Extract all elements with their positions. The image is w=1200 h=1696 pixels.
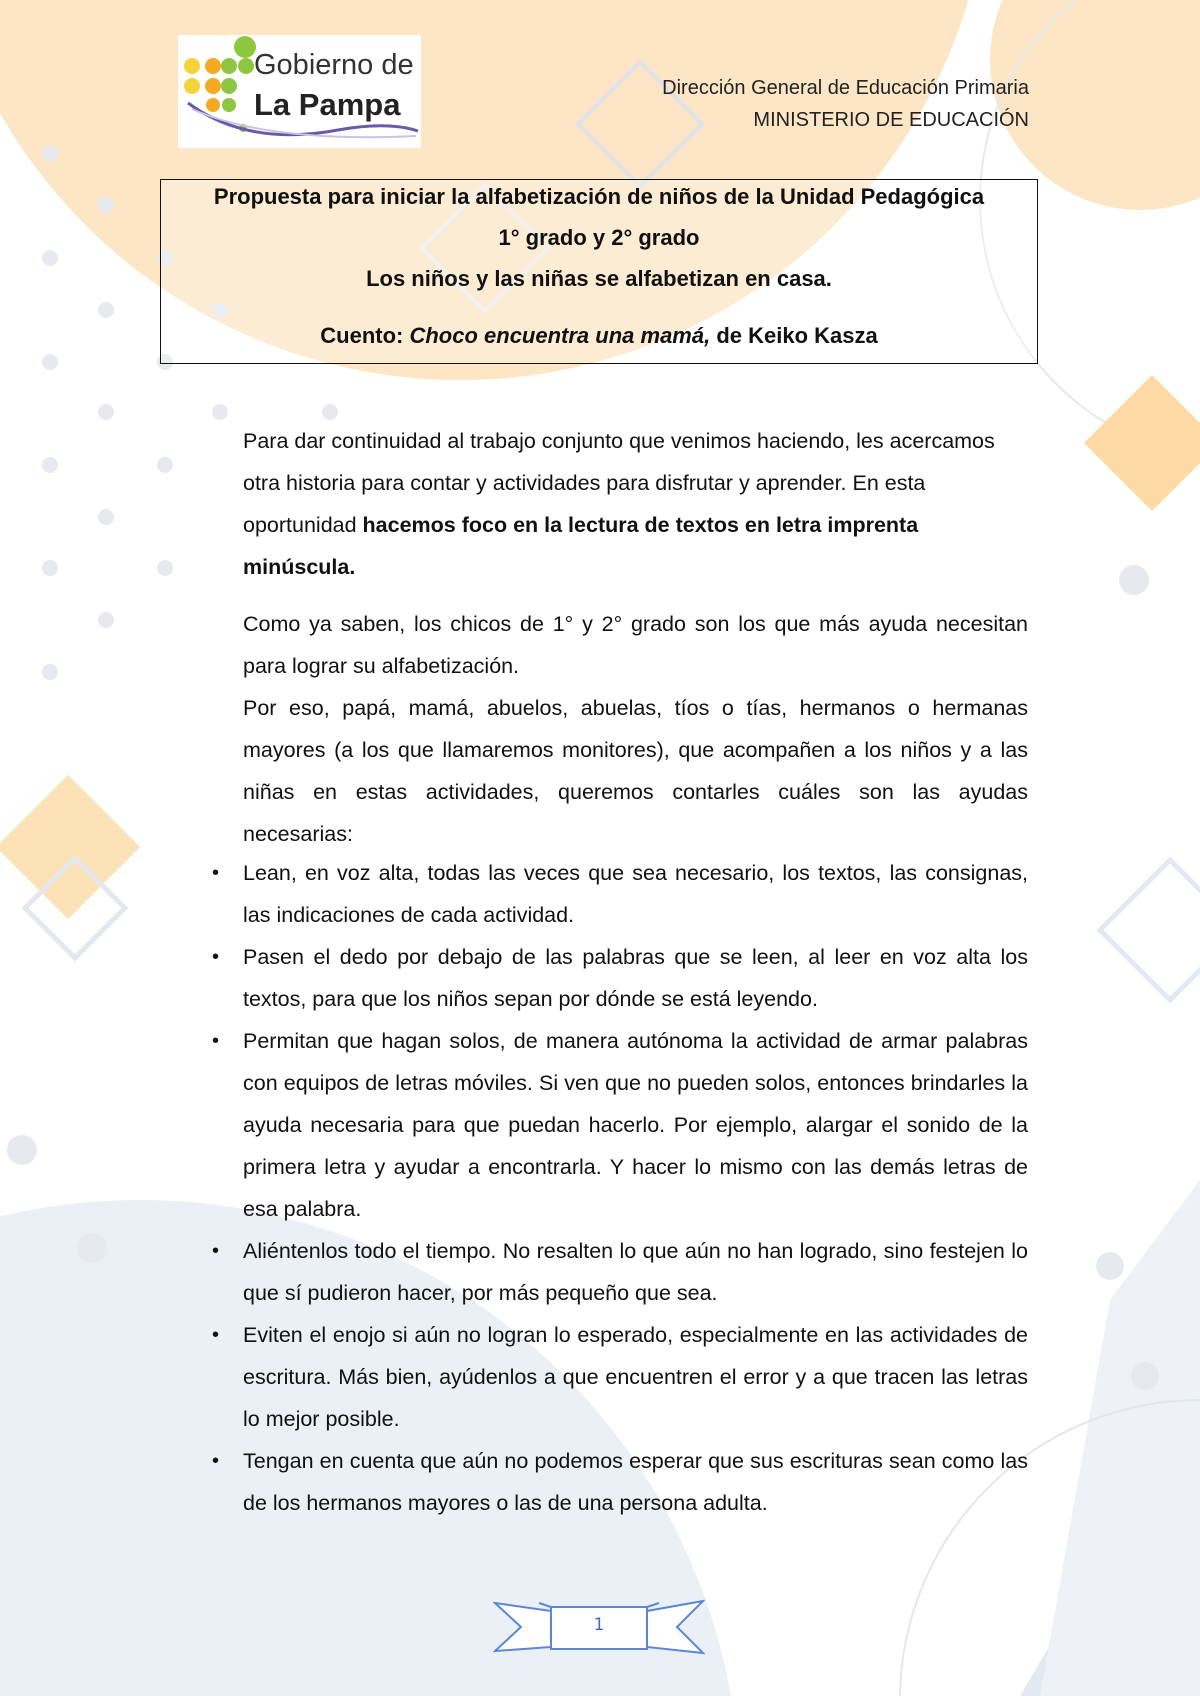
list-item: • Tengan en cuenta que aún no podemos esperar que sus escrituras sean como las de los hermanos mayores o las de una persona adulta. [243,1440,1028,1524]
header-organization [662,72,1029,136]
logo-dot [222,98,236,112]
list-item: • Aliéntenlos todo el tiempo. No resalten lo que aún no han logrado, sino festejen lo que sí pudieron hacer, por más pequeño que sea. [243,1230,1028,1314]
story-author: de Keiko Kasza [710,323,878,348]
story-title: Choco encuentra una mamá, [409,323,711,348]
title-tagline: Los niños y las niñas se alfabetizan en casa. [366,266,832,291]
logo-dot [234,36,256,58]
intro-bold: hacemos foco en la lectura de textos en letra imprenta minúscula. [243,513,919,579]
list-item: • Lean, en voz alta, todas las veces que sea necesario, los textos, las consignas, las indicaciones de cada actividad. [243,852,1028,936]
list-item: • Permitan que hagan solos, de manera autónoma la actividad de armar palabras con equipos de letras móviles. Si ven que no pueden solos, entonces brindarles la ayuda necesaria para que puedan hacerlo. Por ejemplo, alargar el sonido de la primera letra y ayudar a encontrarla. Y hacer lo mismo con las demás letras de esa palabra. [243,1020,1028,1230]
help-text-1: Como ya saben, los chicos de 1° y 2° grado son los que más ayuda necesitan para lograr su alfabetización. [243,612,1028,678]
title-grades: 1° grado y 2° grado [498,225,700,250]
logo-dot [221,78,237,94]
help-list [243,852,1028,1524]
page-number-ribbon [493,1597,705,1661]
logo-dot [221,58,237,74]
logo-dot [238,58,254,74]
logo-dot [184,58,200,74]
title-box [160,179,1038,364]
logo-dot [206,98,220,112]
intro-paragraph [243,420,1028,588]
logo-line1: Gobierno de [254,49,414,81]
help-paragraph [243,603,1028,855]
logo-line2: La Pampa [254,87,401,122]
title-story [161,323,1037,349]
story-label: Cuento: [320,323,410,348]
help-text-2: Por eso, papá, mamá, abuelos, abuelas, tíos o tías, hermanos o hermanas mayores (a los que llamaremos monitores), que acompañen a los niños y a las niñas en estas actividades, queremos contarles cuáles son las ayudas necesarias: [243,696,1028,846]
logo-dot [205,58,221,74]
logo-dot [184,78,200,94]
list-item: • Pasen el dedo por debajo de las palabras que se leen, al leer en voz alta los textos, para que los niños sepan por dónde se está leyendo. [243,936,1028,1020]
list-item: • Eviten el enojo si aún no logran lo esperado, especialmente en las actividades de escritura. Más bien, ayúdenlos a que encuentren el error y a que tracen las letras lo mejor posible. [243,1314,1028,1440]
page-number: 1 [593,1615,605,1635]
intro-text: Para dar continuidad al trabajo conjunto que venimos haciendo, les acercamos otra historia para contar y actividades para disfrutar y aprender. En esta oportunidad [243,429,995,537]
title-line1: Propuesta para iniciar la alfabetización de niños de la Unidad Pedagógica [213,184,985,209]
org-ministry: MINISTERIO DE EDUCACIÓN [753,109,1029,131]
government-logo [178,35,421,148]
org-directorate: Dirección General de Educación Primaria [662,77,1029,99]
logo-dot [205,78,221,94]
